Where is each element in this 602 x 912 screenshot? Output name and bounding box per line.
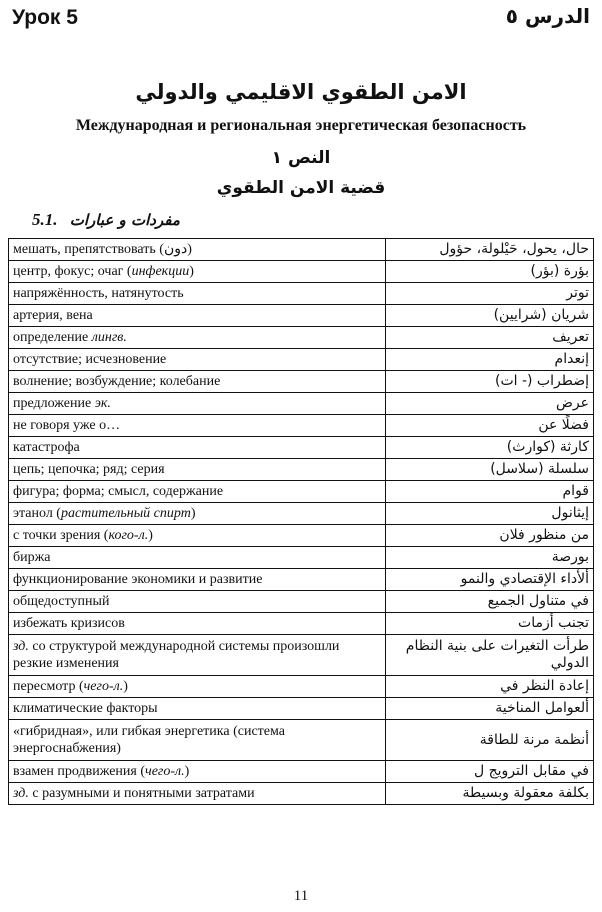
vocab-russian xyxy=(9,525,386,547)
vocab-row xyxy=(9,415,594,437)
vocab-arabic: إيثانول xyxy=(386,503,594,525)
vocab-russian xyxy=(9,261,386,283)
vocab-arabic: أنظمة مرنة للطاقة xyxy=(386,720,594,761)
vocab-russian-segment: зд. xyxy=(13,786,29,801)
vocab-russian-segment: ) xyxy=(187,242,192,257)
vocab-row xyxy=(9,569,594,591)
vocab-russian-segment: не говоря уже о… xyxy=(13,418,121,433)
vocab-russian-segment: артерия, вена xyxy=(13,308,93,323)
vocab-arabic: تعريف xyxy=(386,327,594,349)
vocab-row xyxy=(9,591,594,613)
vocab-russian-segment: с разумными и понятными затратами xyxy=(28,786,255,801)
vocab-russian-segment: пересмотр ( xyxy=(13,679,84,694)
vocab-russian xyxy=(9,349,386,371)
vocab-russian xyxy=(9,698,386,720)
vocab-arabic: فضلًا عن xyxy=(386,415,594,437)
vocab-russian-segment: инфекции xyxy=(131,264,190,279)
vocab-arabic: بكلفة معقولة وبسيطة xyxy=(386,783,594,805)
vocab-arabic: من منظور فلان xyxy=(386,525,594,547)
vocab-russian-segment: напряжённость, натянутость xyxy=(13,286,184,301)
vocab-row xyxy=(9,349,594,371)
vocab-russian xyxy=(9,720,386,761)
vocab-arabic: في متناول الجميع xyxy=(386,591,594,613)
vocab-russian-segment: чего-л. xyxy=(145,764,185,779)
section-label-arabic: مفردات و عبارات xyxy=(69,211,180,229)
vocab-arabic: إضطراب (- ات) xyxy=(386,371,594,393)
text-label-arabic: النص ١ xyxy=(271,148,331,168)
vocab-russian xyxy=(9,239,386,261)
vocab-arabic: توتر xyxy=(386,283,594,305)
vocab-russian-segment: دون xyxy=(163,242,188,257)
vocab-russian-segment: чего-л. xyxy=(83,679,124,694)
vocab-russian-segment: центр, фокус; очаг ( xyxy=(13,264,132,279)
vocab-russian-segment: зд. xyxy=(13,639,29,654)
vocab-russian xyxy=(9,283,386,305)
vocab-row xyxy=(9,371,594,393)
page-title-russian: Международная и региональная энергетическая безопасность xyxy=(75,117,527,134)
vocab-row xyxy=(9,761,594,783)
vocab-russian xyxy=(9,547,386,569)
vocab-russian xyxy=(9,569,386,591)
vocab-russian xyxy=(9,676,386,698)
vocab-arabic: إعادة النظر في xyxy=(386,676,594,698)
vocab-arabic: عرض xyxy=(386,393,594,415)
vocab-arabic: حال، يحول، حَيْلولة، حؤول xyxy=(386,239,594,261)
vocab-russian-segment: взамен продвижения ( xyxy=(13,764,146,779)
vocab-arabic: في مقابل الترويج ل xyxy=(386,761,594,783)
vocab-row xyxy=(9,261,594,283)
vocab-russian xyxy=(9,635,386,676)
section-heading xyxy=(32,210,180,230)
vocab-russian-segment: цепь; цепочка; ряд; серия xyxy=(13,462,165,477)
vocab-russian xyxy=(9,591,386,613)
vocab-row xyxy=(9,698,594,720)
vocab-row xyxy=(9,525,594,547)
vocab-russian-segment: волнение; возбуждение; колебание xyxy=(13,374,221,389)
vocab-row xyxy=(9,481,594,503)
vocab-russian-segment: определение xyxy=(13,330,92,345)
vocab-russian xyxy=(9,613,386,635)
vocab-row xyxy=(9,283,594,305)
vocab-row xyxy=(9,547,594,569)
vocab-russian-segment: катастрофа xyxy=(13,440,80,455)
vocab-russian xyxy=(9,327,386,349)
vocab-russian-segment: отсутствие; исчезновение xyxy=(13,352,167,367)
vocab-arabic: شريان (شرايين) xyxy=(386,305,594,327)
vocab-arabic: قوام xyxy=(386,481,594,503)
vocab-arabic: إنعدام xyxy=(386,349,594,371)
vocab-russian xyxy=(9,393,386,415)
vocab-arabic: ألأداء الإقتصادي والنمو xyxy=(386,569,594,591)
lesson-header-ar: الدرس ٥ xyxy=(505,4,590,28)
vocab-russian-segment: растительный спирт xyxy=(60,506,191,521)
vocab-russian-segment: со структурой международной системы произошли резкие изменения xyxy=(13,639,340,671)
vocab-russian-segment: ) xyxy=(190,506,196,521)
vocab-arabic: ألعوامل المناخية xyxy=(386,698,594,720)
vocab-russian-segment: с точки зрения ( xyxy=(13,528,109,543)
vocab-russian xyxy=(9,305,386,327)
vocab-row xyxy=(9,635,594,676)
vocab-russian-segment: кого-л. xyxy=(108,528,149,543)
vocab-russian-segment: ) xyxy=(189,264,194,279)
vocab-russian-segment: биржа xyxy=(13,550,51,565)
vocab-row xyxy=(9,437,594,459)
vocab-row xyxy=(9,783,594,805)
vocab-russian-segment: «гибридная», или гибкая энергетика (система энергоснабжения) xyxy=(13,724,285,756)
page-title-arabic: الامن الطقوي الاقليمي والدولي xyxy=(135,80,467,104)
vocab-row xyxy=(9,305,594,327)
vocab-russian xyxy=(9,437,386,459)
vocab-russian xyxy=(9,503,386,525)
page-number: 11 xyxy=(293,888,309,904)
vocab-russian-segment: функционирование экономики и развитие xyxy=(13,572,263,587)
section-number: 5.1. xyxy=(32,210,58,229)
vocabulary-table xyxy=(8,238,594,805)
lesson-header-ru: Урок 5 xyxy=(12,6,78,29)
vocab-russian xyxy=(9,481,386,503)
vocab-russian-segment: ) xyxy=(123,679,128,694)
vocab-russian-segment: мешать, препятствовать ( xyxy=(13,242,164,257)
vocab-russian-segment: предложение xyxy=(13,396,95,411)
text-subtitle-arabic: قضية الامن الطقوي xyxy=(216,178,386,198)
vocab-russian-segment: ) xyxy=(148,528,153,543)
vocab-row xyxy=(9,239,594,261)
vocab-arabic: تجنب أزمات xyxy=(386,613,594,635)
vocab-russian xyxy=(9,761,386,783)
vocab-russian-segment: лингв. xyxy=(91,330,127,345)
vocab-row xyxy=(9,459,594,481)
vocab-row xyxy=(9,503,594,525)
vocab-arabic: كارثة (كوارث) xyxy=(386,437,594,459)
vocab-russian xyxy=(9,459,386,481)
vocab-russian-segment: фигура; форма; смысл, содержание xyxy=(13,484,224,499)
vocab-arabic: بورصة xyxy=(386,547,594,569)
vocab-russian-segment: климатические факторы xyxy=(13,701,158,716)
vocab-russian xyxy=(9,415,386,437)
vocab-russian-segment: этанол ( xyxy=(13,506,61,521)
vocab-russian xyxy=(9,371,386,393)
vocab-row xyxy=(9,676,594,698)
vocab-row xyxy=(9,327,594,349)
vocab-row xyxy=(9,393,594,415)
vocab-arabic: بؤرة (بؤر) xyxy=(386,261,594,283)
vocab-row xyxy=(9,720,594,761)
vocab-row xyxy=(9,613,594,635)
vocab-russian-segment: избежать кризисов xyxy=(13,616,125,631)
vocab-arabic: سلسلة (سلاسل) xyxy=(386,459,594,481)
vocab-russian xyxy=(9,783,386,805)
vocab-russian-segment: общедоступный xyxy=(13,594,110,609)
vocab-arabic: طرأت التغيرات على بنية النظام الدولي xyxy=(386,635,594,676)
vocab-russian-segment: эк. xyxy=(94,396,111,411)
vocab-russian-segment: ) xyxy=(184,764,190,779)
